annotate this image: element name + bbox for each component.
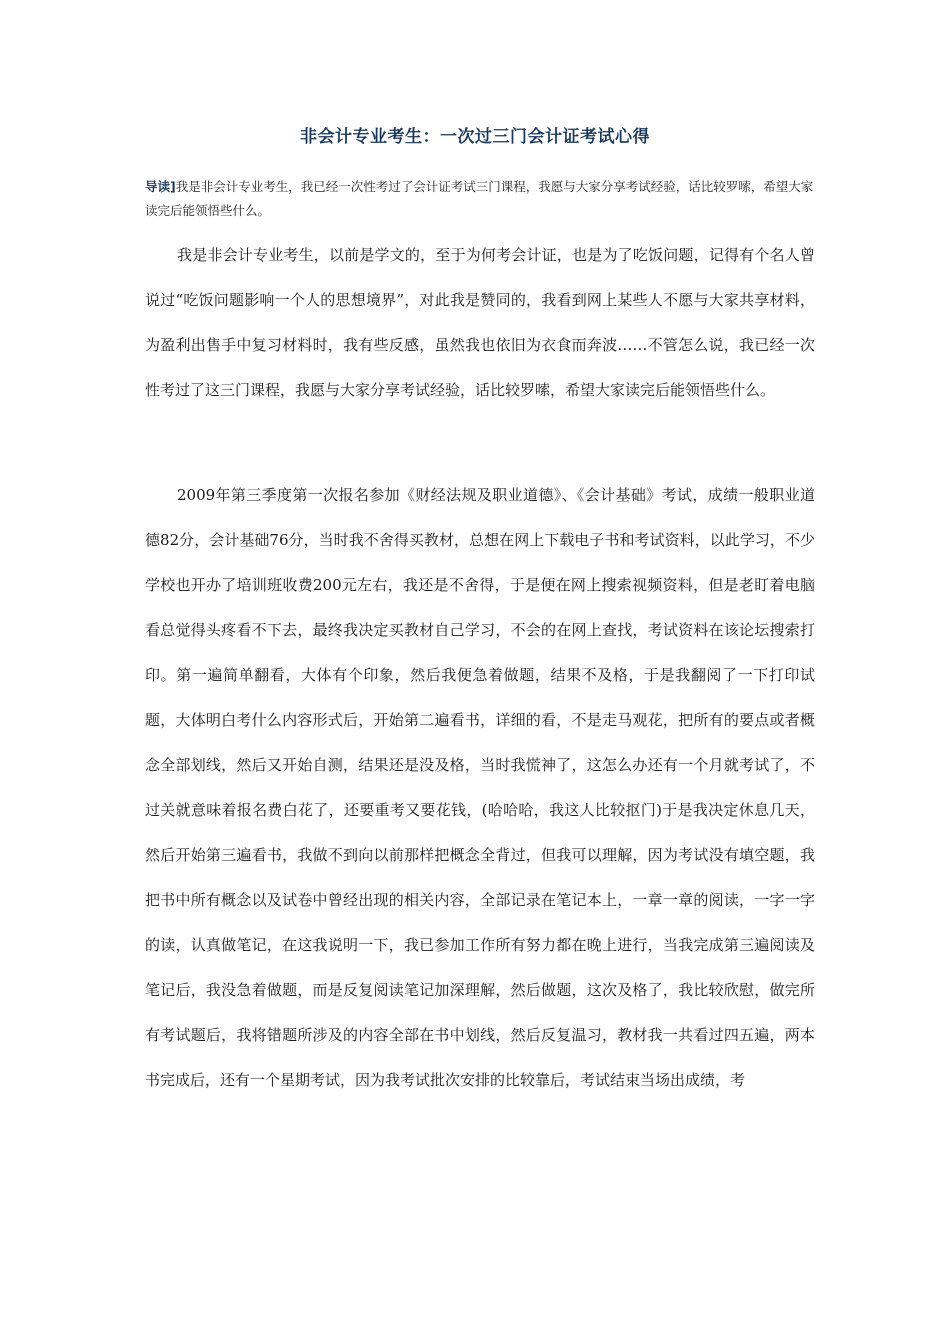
paragraph-2: 2009年第三季度第一次报名参加《财经法规及职业道德》、《会计基础》考试，成绩一般职业道德82分，会计基础76分，当时我不舍得买教材，总想在网上下载电子书和考试资料，以此学习，不少学校也开办了培训班收费200元左右，我还是不舍得，于是便在网上搜索视频资料，但是老盯着电脑看总觉得头疼看不下去，最终我决定买教材自己学习，不会的在网上查找，考试资料在该论坛搜索打印。第一遍简单翻看，大体有个印象，然后我便急着做题，结果不及格，于是我翻阅了一下打印试题，大体明白考什么内容形式后，开始第二遍看书，详细的看，不是走马观花，把所有的要点或者概念全部划线，然后又开始自测，结果还是没及格，当时我慌神了，这怎么办还有一个月就考试了，不过关就意味着报名费白花了，还要重考又要花钱，(哈哈哈，我这人比较抠门)于是我决定休息几天，然后开始第三遍看书，我做不到向以前那样把概念全背过，但我可以理解，因为考试没有填空题，我把书中所有概念以及试卷中曾经出现的相关内容，全部记录在笔记本上，一章一章的阅读，一字一字的读，认真做笔记，在这我说明一下，我已参加工作所有努力都在晚上进行，当我完成第三遍阅读及笔记后，我没急着做题，而是反复阅读笔记加深理解，然后做题，这次及格了，我比较欣慰，做完所有考试题后，我将错题所涉及的内容全部在书中划线，然后反复温习，教材我一共看过四五遍，两本书完成后，还有一个星期考试，因为我考试批次安排的比较靠后，考试结束当场出成绩，考	[145, 486, 815, 1089]
paragraph-1: 我是非会计专业考生，以前是学文的，至于为何考会计证，也是为了吃饭问题，记得有个名人曾说过“吃饭问题影响一个人的思想境界”，对此我是赞同的，我看到网上某些人不愿与大家共享材料，为盈利出售手中复习材料时，我有些反感，虽然我也依旧为衣食而奔波……不管怎么说，我已经一次性考过了这三门课程，我愿与大家分享考试经验，话比较罗嗦，希望大家读完后能领悟些什么。	[145, 246, 815, 399]
intro-lead-label: 导读]	[145, 179, 176, 194]
page-title: 非会计专业考生：一次过三门会计证考试心得	[300, 127, 650, 147]
intro-summary	[145, 175, 815, 223]
intro-text: 我是非会计专业考生，我已经一次性考过了会计证考试三门课程，我愿与大家分享考试经验，话比较罗嗦，希望大家读完后能领悟些什么。	[145, 179, 814, 218]
